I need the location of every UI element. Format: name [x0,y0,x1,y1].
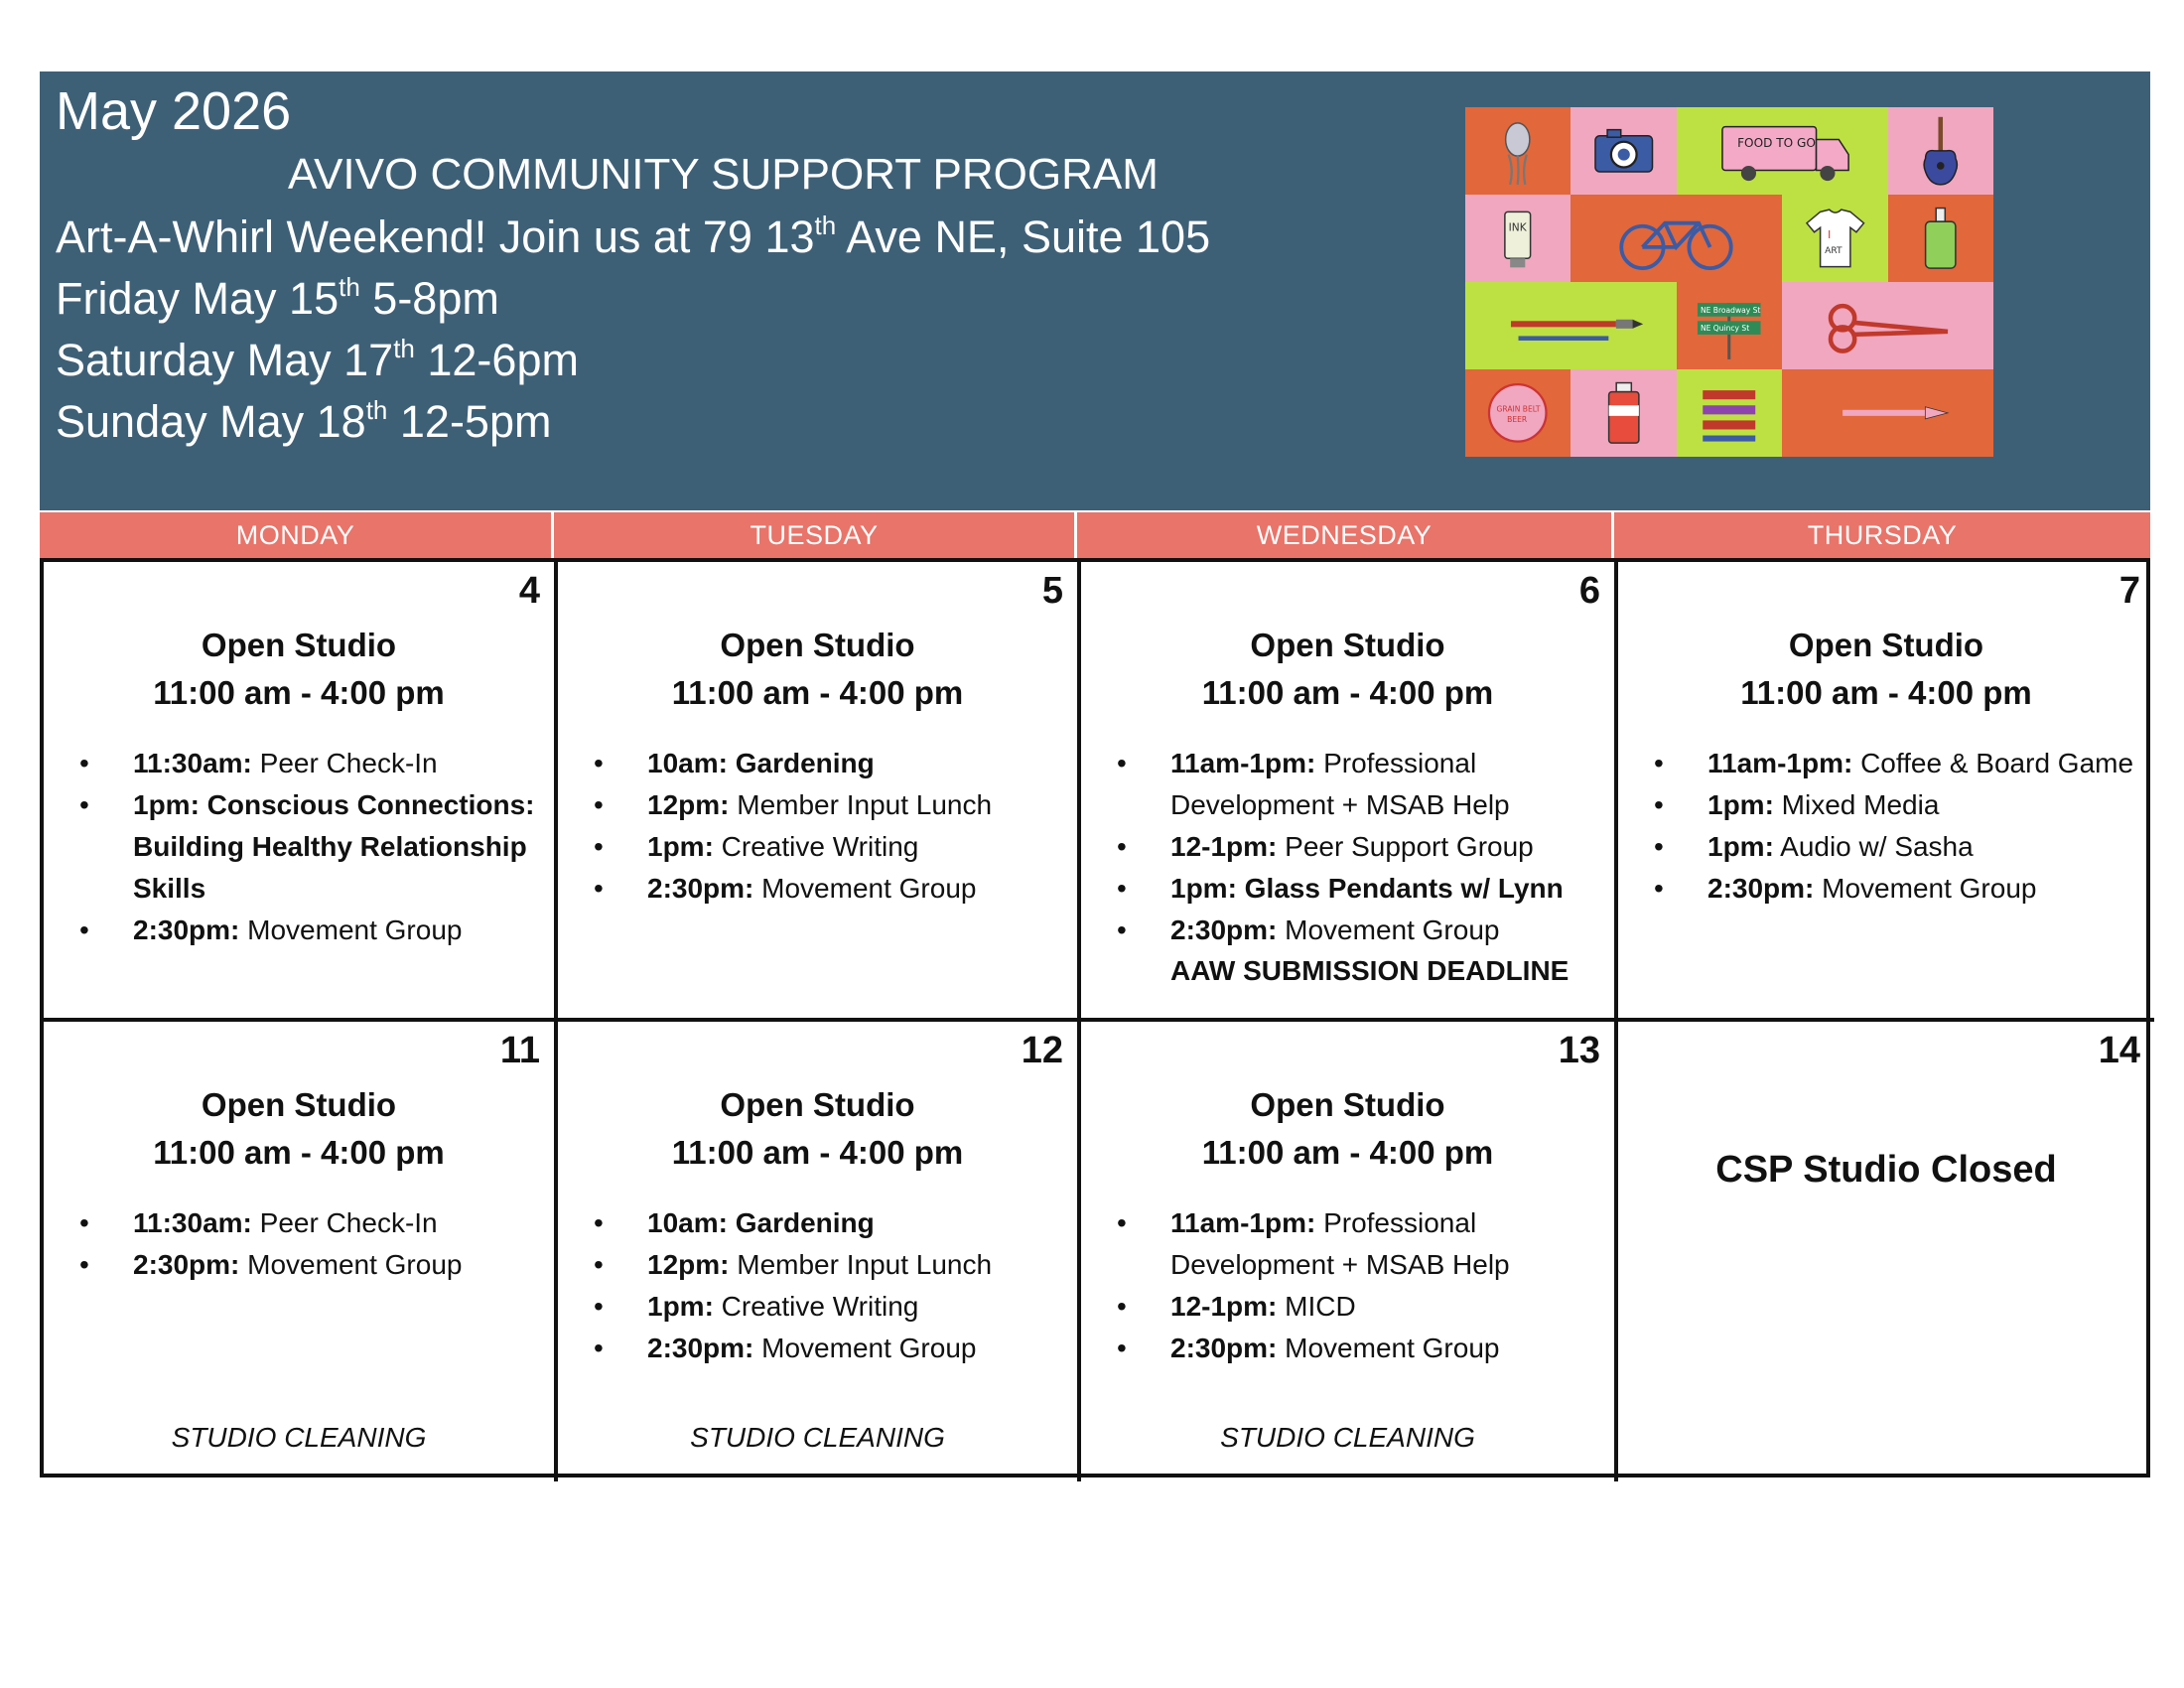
activity-item [647,868,1069,910]
food-truck-icon [1677,107,1888,195]
activity-name: Professional Development + MSAB Help [1170,1207,1510,1280]
activity-name: Professional Development + MSAB Help [1170,748,1510,820]
month-title: May 2026 [56,81,292,141]
activity-time: 12pm: [647,1249,730,1280]
activity-item [1707,868,2146,910]
line-text: 12-6pm [414,335,579,385]
scissors-icon [1782,282,1993,369]
studio-cleaning-note: STUDIO CLEANING [1220,1422,1475,1453]
day-number: 4 [518,570,540,612]
activity-item [1170,868,1606,910]
header-wednesday: WEDNESDAY [1077,512,1614,558]
activity-time: 2:30pm: [1170,1333,1278,1363]
day-cell-13 [1081,1022,1618,1481]
sign-text: NE Broadway St [1701,306,1761,316]
art-a-whirl-collage [1465,107,1993,457]
header-thursday: THURSDAY [1614,512,2150,558]
sign-text: NE Quincy St [1701,324,1750,334]
line-sup: th [339,272,360,302]
pen-nib-icon [1782,369,1993,457]
activity-item [647,1286,1069,1328]
activity-time: 10am: Gardening [647,748,875,778]
street-sign-icon [1677,282,1782,369]
activity-name: Movement Group [239,914,463,945]
studio-cleaning-note: STUDIO CLEANING [690,1422,945,1453]
event-title: Open Studio [1250,1086,1445,1123]
bicycle-icon [1570,195,1782,282]
day-number: 14 [2098,1030,2140,1071]
activity-name: Peer Check-In [251,1207,438,1238]
day-cell-5 [558,562,1081,1022]
activity-item [647,743,1069,784]
saturday-hours-line [56,334,579,387]
activity-name: Peer Support Group [1277,831,1534,862]
line-sup: th [393,334,415,363]
activity-name: Audio w/ Sasha [1773,831,1974,862]
activity-time: 11am-1pm: [1707,748,1853,778]
day-cell-11 [44,1022,558,1481]
line-text: Art-A-Whirl Weekend! Join us at 79 13 [56,211,815,262]
activity-time: 12-1pm: [1170,1291,1278,1322]
day-number: 7 [2118,570,2140,612]
day-cell-6 [1081,562,1618,1022]
day-number: 13 [1558,1030,1600,1071]
crayons-icon [1677,369,1782,457]
guitar-icon [1888,107,1993,195]
activity-name: Movement Group [1277,914,1500,945]
submission-deadline-note: AAW SUBMISSION DEADLINE [1170,955,1570,986]
art-tshirt-icon [1782,195,1887,282]
line-text: 12-5pm [387,396,552,447]
activity-time: 2:30pm: [133,914,240,945]
day-cell-12 [558,1022,1081,1481]
activity-time: 11:30am: [133,748,252,778]
activity-item [1170,1328,1606,1369]
line-text: Ave NE, Suite 105 [836,211,1211,262]
header-tuesday: TUESDAY [554,512,1077,558]
activity-name: Creative Writing [713,1291,919,1322]
event-time: 11:00 am - 4:00 pm [153,674,445,711]
activity-name: Creative Writing [713,831,919,862]
activity-time: 1pm: Glass Pendants w/ Lynn [1170,873,1564,904]
activity-time: 1pm: [1707,789,1774,820]
line-text: Sunday May 18 [56,396,366,447]
line-text: 5-8pm [359,273,499,324]
activity-name: Movement Group [753,873,977,904]
activity-name: MICD [1277,1291,1356,1322]
day-cell-4 [44,562,558,1022]
activity-item [1707,826,2146,868]
header-banner [40,71,2150,510]
activity-item [1170,910,1606,951]
shirt-text: ART [1824,246,1843,257]
activity-name: Member Input Lunch [729,789,993,820]
activity-item [647,1328,1069,1369]
activity-time: 12-1pm: [1170,831,1278,862]
activity-time: 2:30pm: [647,873,754,904]
activity-time: 2:30pm: [647,1333,754,1363]
day-number: 11 [499,1030,540,1071]
activity-time: 1pm: [647,831,714,862]
activity-item [647,826,1069,868]
activity-list [1081,1202,1614,1369]
activity-item [1170,826,1606,868]
event-title: Open Studio [720,627,915,663]
sunday-hours-line [56,395,551,449]
activity-time: 1pm: [1707,831,1774,862]
beer-cap-icon [1465,369,1570,457]
studio-cleaning-note: STUDIO CLEANING [171,1422,427,1453]
glue-bottle-icon [1888,195,1993,282]
activity-item [133,784,546,910]
day-number: 5 [1041,570,1063,612]
activity-time: 11am-1pm: [1170,1207,1316,1238]
ink-tube-icon [1465,195,1570,282]
paintbrush-icon [1465,282,1677,369]
activity-name: Movement Group [1277,1333,1500,1363]
activity-item [647,1202,1069,1244]
event-time: 11:00 am - 4:00 pm [1740,674,2032,711]
event-time: 11:00 am - 4:00 pm [1201,674,1494,711]
activity-time: 10am: Gardening [647,1207,875,1238]
activity-time: 1pm: Conscious Connections: Building Healthy Relationship Skills [133,789,535,904]
activity-item [133,910,546,951]
activity-item [647,784,1069,826]
event-time: 11:00 am - 4:00 pm [671,674,964,711]
activity-time: 2:30pm: [1707,873,1815,904]
day-number: 6 [1578,570,1600,612]
camera-icon [1570,107,1676,195]
weekday-header-row [40,512,2150,558]
activity-time: 2:30pm: [1170,914,1278,945]
activity-name: Movement Group [1814,873,2037,904]
activity-item [1707,743,2146,784]
line-sup: th [365,395,388,425]
event-time: 11:00 am - 4:00 pm [1201,1134,1494,1171]
ink-text: INK [1509,221,1528,234]
cap-text: GRAIN BELT [1497,404,1541,414]
studio-closed-notice: CSP Studio Closed [1715,1149,2057,1191]
day-number: 12 [1021,1030,1063,1071]
activity-name: Movement Group [239,1249,463,1280]
activity-item [647,1244,1069,1286]
activity-time: 11:30am: [133,1207,252,1238]
activity-name: Member Input Lunch [729,1249,993,1280]
activity-list [558,1202,1077,1369]
activity-item [133,1202,546,1244]
activity-item [1170,1286,1606,1328]
friday-hours-line [56,272,499,326]
activity-list [1081,743,1614,951]
activity-item [1170,743,1606,826]
event-title: Open Studio [201,627,397,663]
event-location-line [56,211,1210,264]
calendar-grid [40,558,2150,1477]
activity-time: 2:30pm: [133,1249,240,1280]
program-title: AVIVO COMMUNITY SUPPORT PROGRAM [288,150,1159,199]
activity-name: Mixed Media [1773,789,1940,820]
activity-time: 1pm: [647,1291,714,1322]
activity-list [1618,743,2154,910]
yarn-icon [1465,107,1570,195]
event-title: Open Studio [720,1086,915,1123]
line-text: Saturday May 17 [56,335,394,385]
header-monday: MONDAY [40,512,554,558]
activity-time: 12pm: [647,789,730,820]
activity-name: Coffee & Board Game [1852,748,2134,778]
activity-item [133,743,546,784]
cap-text: BEER [1507,415,1528,425]
activity-name: Peer Check-In [251,748,438,778]
activity-list [44,1202,554,1286]
line-text: Friday May 15 [56,273,340,324]
event-time: 11:00 am - 4:00 pm [671,1134,964,1171]
day-cell-7 [1618,562,2154,1022]
event-title: Open Studio [1788,627,1984,663]
event-time: 11:00 am - 4:00 pm [153,1134,445,1171]
paint-tube-icon [1570,369,1676,457]
activity-item [133,1244,546,1286]
line-sup: th [814,211,837,240]
activity-item [1170,1202,1606,1286]
activity-time: 11am-1pm: [1170,748,1316,778]
event-title: Open Studio [201,1086,397,1123]
activity-list [558,743,1077,910]
day-cell-14 [1618,1022,2154,1481]
activity-item [1707,784,2146,826]
activity-list [44,743,554,951]
truck-text: FOOD TO GO [1736,136,1816,151]
shirt-text: I [1827,228,1831,241]
activity-name: Movement Group [753,1333,977,1363]
event-title: Open Studio [1250,627,1445,663]
